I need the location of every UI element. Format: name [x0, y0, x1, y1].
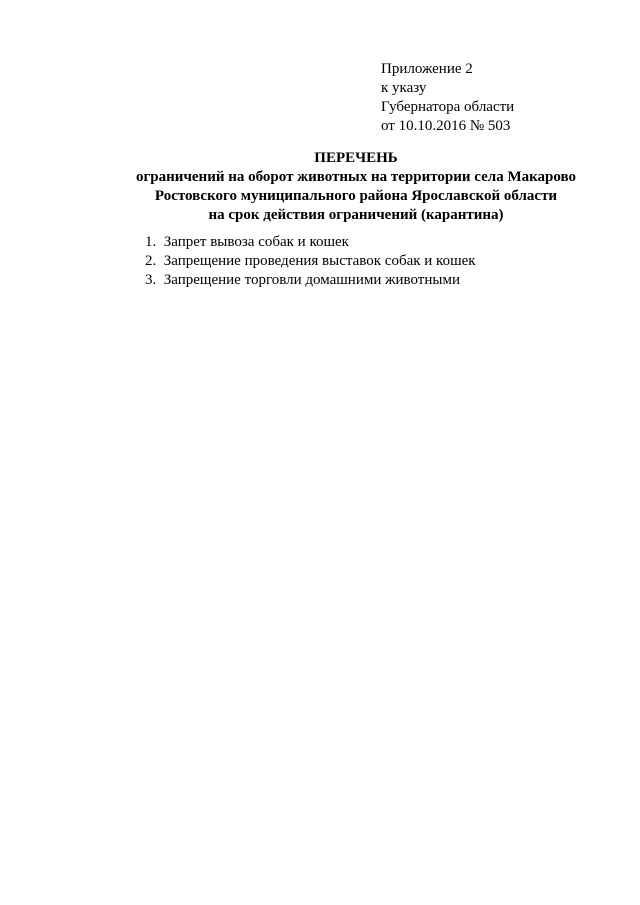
document-title: ПЕРЕЧЕНЬ [314, 150, 398, 166]
appendix-number: Приложение 2 [381, 61, 473, 77]
list-item-number: 3. [145, 272, 157, 288]
list-item [145, 233, 476, 252]
list-item-number: 2. [145, 253, 157, 269]
list-item-text: Запрещение торговли домашними животными [163, 272, 460, 288]
appendix-authority: Губернатора области [381, 99, 515, 115]
appendix-reference: к указу [381, 80, 427, 96]
document-subtitle-line-1: ограничений на оборот животных на территории села Макарово [136, 169, 576, 185]
list-item-text: Запрещение проведения выставок собак и кошек [163, 253, 476, 269]
list-item [145, 252, 476, 271]
list-item-text: Запрет вывоза собак и кошек [163, 234, 349, 250]
appendix-date-number: от 10.10.2016 № 503 [381, 118, 511, 134]
list-item [145, 271, 476, 290]
document-heading [0, 148, 640, 225]
document-subtitle-line-3: на срок действия ограничений (карантина) [208, 207, 504, 223]
appendix-header [381, 60, 514, 136]
document-subtitle-line-2: Ростовского муниципального района Ярославской области [154, 188, 558, 204]
restrictions-list [145, 233, 476, 290]
list-item-number: 1. [145, 234, 157, 250]
